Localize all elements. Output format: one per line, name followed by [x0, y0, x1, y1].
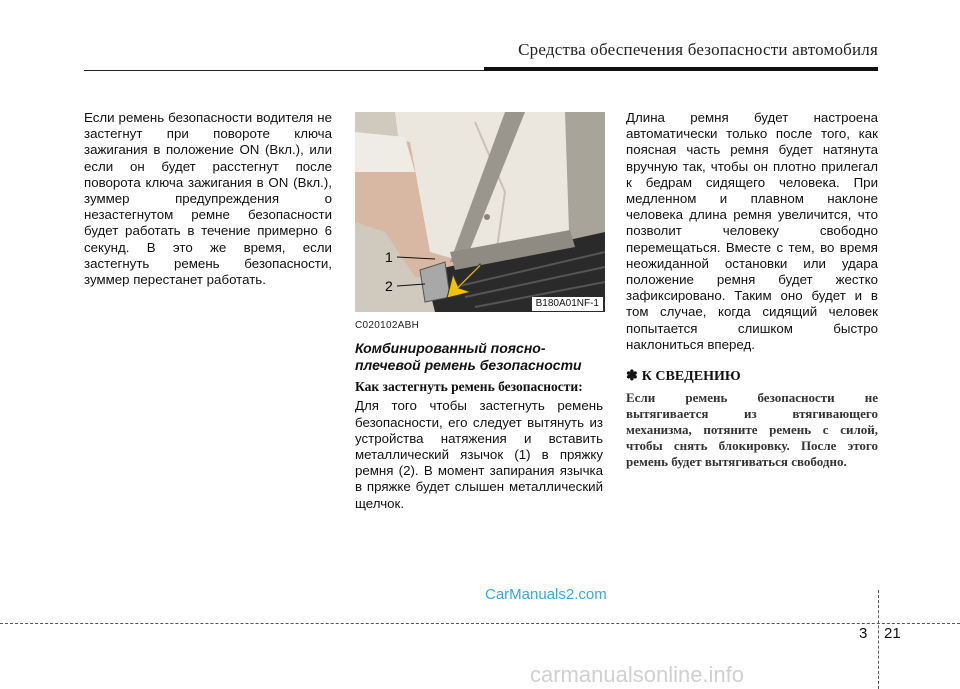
fasten-paragraph: Для того чтобы застегнуть ремень безопасности, его следует вытянуть из устройства натяжения и вставить металлический язычок (1) в пряжку ремня (2). В момент запирания язычка в пряжке будет слышен металлический щелчок. [355, 398, 603, 511]
middle-column [355, 318, 603, 512]
figure-code: B180A01NF-1 [532, 297, 603, 311]
seatbelt-photo [355, 112, 605, 312]
left-column [84, 110, 332, 288]
page-number: 21 [884, 625, 901, 642]
right-column [626, 110, 878, 470]
section-header-title: Средства обеспечения безопасности автомобиля [518, 40, 878, 59]
belt-length-paragraph: Длина ремня будет настроена автоматически только после того, как поясная часть ремня будет натянута вручную так, чтобы он плотно прилегал к бедрам сидящего человека. При медленном и плавном наклоне человека длина ремня увеличится, что позволит человеку свободно перемещаться. Вместе с тем, во время неожиданной остановки или удара положение ремня будет жестко зафиксировано. Таким оно будет и в том случае, когда сидящий человек попытается слишком быстро наклониться вперед. [626, 110, 878, 352]
figure-label-1: 1 [385, 249, 393, 265]
info-title: К СВЕДЕНИЮ [641, 369, 741, 385]
info-body: Если ремень безопасности не вытягивается из втягивающего механизма, потяните ремень с силой, чтобы снять блокировку. После этого ремень будет вытягиваться свободно. [626, 390, 878, 470]
section-code: C020102ABH [355, 320, 420, 331]
seatbelt-illustration [355, 112, 605, 312]
bottom-watermark: carmanualsonline.info [530, 662, 745, 687]
footer-rule [0, 623, 960, 624]
section-subtitle: Комбинированный поясно-плечевой ремень безопасности [355, 340, 582, 374]
figure-label-2: 2 [385, 278, 393, 294]
how-to-title: Как застегнуть ремень безопасности: [355, 379, 583, 395]
footer-divider [878, 590, 879, 689]
info-heading [626, 369, 878, 385]
header-rule-thick [484, 67, 878, 71]
watermark-link[interactable]: CarManuals2.com [485, 586, 607, 603]
header-rule [84, 70, 484, 71]
chapter-number: 3 [859, 625, 868, 642]
buzzer-paragraph: Если ремень безопасности водителя не застегнут при повороте ключа зажигания в положение ON (Вкл.), или если он будет расстегнут после поворота ключа зажигания в ON (Вкл.), зуммер предупреждения о незастегнутом ремне безопасности будет работать в течение примерно 6 секунд. В это же время, если застегнуть ремень безопасности, зуммер перестанет работать. [84, 110, 332, 288]
info-star-icon: ✽ [626, 369, 638, 385]
